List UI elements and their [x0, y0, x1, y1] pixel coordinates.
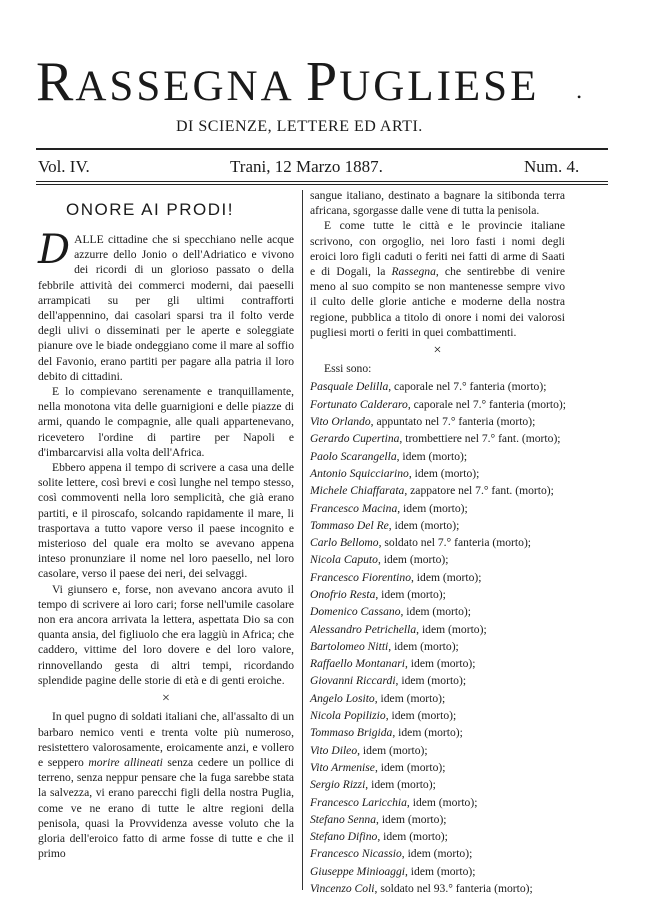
masthead-title	[36, 52, 596, 117]
soldier-entry	[310, 500, 565, 517]
soldier-entry	[310, 707, 565, 724]
paragraph-continued: sangue italiano, destinato a bagnare la sitibonda terra africana, sgorgasse dalle vene di tutta la penisola.	[310, 189, 565, 218]
soldier-name: Alessandro Petrichella	[310, 622, 417, 636]
soldier-entry	[310, 517, 565, 534]
soldier-entry	[310, 430, 565, 447]
soldier-entry	[310, 880, 565, 897]
paragraph-2: E lo compievano serenamente e tranquillamente, nella monotona vita delle guarnigioni e delle piazze di armi, quando le compagnie, alle quali appartenevano, ricevetero l'ordine di partire per Napoli e d'imbarcarvisi alla volta dell'Africa.	[38, 385, 294, 459]
soldier-detail: , idem (morto);	[397, 501, 468, 515]
soldier-name: Vito Orlando	[310, 415, 371, 429]
soldier-detail: , idem (morto);	[400, 605, 472, 619]
soldier-entry	[310, 638, 565, 655]
soldier-name: Vincenzo Coli	[310, 882, 375, 896]
soldier-entry	[310, 776, 565, 793]
soldier-entry	[310, 603, 565, 620]
paragraph-5: In quel pugno di soldati italiani che, all'assalto di un barbaro nemico venti e trenta volte più numeroso, resistettero valorosamente, eroicamente anzi, e vollero e seppero morire allineati senza cedere un pollice di terreno, senza neppur pensare che la fuga sarebbe stata la salvezza, vi erano parecchi figli della nostra Puglia, come ve ne erano di tutte le altre regioni della penisola, quasi la Provvidenza avesse voluto che la gloria dell'eroico fatto di arme fosse di tutte e che il primo	[38, 710, 295, 861]
soldier-list	[310, 378, 565, 897]
soldier-entry	[310, 465, 565, 482]
soldier-name: Gerardo Cupertina	[310, 432, 400, 446]
soldier-detail: , idem (morto);	[375, 588, 446, 601]
soldier-entry	[310, 672, 565, 689]
title-initial-r: R	[36, 51, 76, 113]
soldier-detail: , soldato nel 7.° fanteria (morto);	[378, 536, 532, 550]
soldier-detail: , idem (morto);	[388, 518, 460, 532]
drop-cap: D	[38, 227, 71, 273]
soldier-name: Onofrio Resta	[310, 588, 376, 601]
paragraph-3: Ebbero appena il tempo di scrivere a casa una delle solite lettere, così brevi e così lunghe nel tempo stesso, così commoventi nella loro semplicità, che già erano partiti, e il piroscafo, solcando rapidamente il mare, li trasportava a tutto vapore verso il paese incognito e misterioso del quale era molto se avevano appena inteso pronunziare il nome nel loro paesello, nel loro casolare, verso il paese dei neri, dei selvaggi.	[38, 461, 294, 581]
title-initial-p: P	[306, 51, 340, 113]
soldier-detail: , caporale nel 7.° fanteria (morto);	[388, 380, 547, 394]
issue-place-date: Trani, 12 Marzo 1887.	[230, 157, 383, 176]
soldier-detail: , idem (morto);	[392, 726, 463, 740]
soldier-name: Nicola Popilizio	[310, 709, 386, 723]
soldier-name: Sergio Rizzi	[310, 778, 366, 792]
soldier-name: Vito Armenise	[310, 760, 375, 774]
soldier-name: Nicola Caputo	[310, 553, 378, 567]
soldier-entry	[310, 413, 565, 430]
section-separator-2: ×	[433, 343, 442, 359]
soldier-name: Domenico Cassano	[310, 605, 401, 619]
paragraph-rassegna: E come tutte le città e le provincie italiane scrivono, con orgoglio, nei loro fasti i nomi degli eroici loro figli caduti o feriti nei fatti di arme di Saati e di Dogali, la Rassegna, che sentirebbe di venire meno al suo compito se non mantenesse sempre vivo il culto delle glorie antiche e moderne della nostra regione, pubblica a titolo di onore i nomi dei valorosi pugliesi morti o feriti in quei combattimenti.	[310, 219, 565, 339]
soldier-detail: , idem (morto);	[408, 466, 480, 480]
soldier-name: Stefano Senna	[310, 812, 377, 826]
soldier-detail: , idem (morto);	[357, 743, 428, 757]
soldier-entry	[310, 724, 565, 741]
soldier-name: Francesco Nicassio	[310, 847, 402, 861]
list-intro: Essi sono:	[324, 362, 372, 376]
article-heading: ONORE AI PRODI!	[66, 200, 234, 219]
soldier-entry	[310, 811, 565, 828]
column-divider	[302, 190, 303, 890]
soldier-name: Vito Dileo	[310, 743, 358, 757]
soldier-detail: , idem (morto);	[405, 864, 476, 878]
soldier-detail: , soldato nel 93.° fanteria (morto);	[374, 882, 533, 896]
soldier-name: Fortunato Calderaro	[310, 397, 408, 411]
soldier-detail: , idem (morto);	[406, 795, 478, 809]
soldier-name: Stefano Difino	[310, 830, 378, 844]
soldier-detail: , idem (morto);	[411, 570, 482, 584]
section-separator: ×	[162, 691, 170, 707]
soldier-entry	[310, 396, 565, 413]
soldier-detail: , idem (morto);	[416, 622, 487, 636]
soldier-detail: , idem (morto);	[385, 709, 457, 723]
soldier-name: Pasquale Delilla	[310, 380, 389, 394]
header-rule-bottom	[36, 181, 608, 182]
masthead-dot: •	[577, 90, 582, 104]
soldier-detail: , idem (morto);	[405, 657, 476, 671]
soldier-name: Raffaello Montanari	[310, 657, 405, 671]
soldier-name: Giovanni Riccardi	[310, 674, 396, 688]
soldier-name: Giuseppe Minioaggi	[310, 864, 405, 878]
soldier-name: Bartolomeo Nitti	[310, 639, 389, 653]
right-column	[310, 188, 565, 897]
soldier-entry	[310, 551, 565, 568]
title-word-pugliese: UGLIESE	[339, 63, 540, 110]
soldier-name: Michele Chiaffarata	[310, 484, 405, 498]
soldier-detail: , idem (morto);	[365, 778, 436, 792]
soldier-entry	[310, 655, 565, 672]
soldier-entry	[310, 845, 565, 862]
soldier-detail: , idem (morto);	[396, 449, 468, 463]
soldier-detail: , idem (morto);	[377, 553, 449, 567]
soldier-name: Francesco Laricchia	[310, 795, 407, 809]
soldier-entry	[310, 621, 565, 638]
soldier-name: Francesco Fiorentino	[310, 570, 411, 584]
issue-volume: Vol. IV.	[38, 157, 90, 176]
soldier-detail: , idem (morto);	[395, 674, 467, 688]
left-column	[38, 227, 295, 861]
soldier-entry	[310, 482, 565, 499]
soldier-entry	[310, 448, 565, 465]
soldier-detail: , trombettiere nel 7.° fant. (morto);	[399, 432, 561, 446]
soldier-name: Paolo Scarangella	[310, 449, 397, 463]
soldier-detail: , idem (morto);	[401, 847, 473, 861]
soldier-name: Tommaso Brigida	[310, 726, 393, 740]
soldier-detail: , idem (morto);	[374, 691, 446, 705]
title-word-rassegna: ASSEGNA	[75, 63, 307, 110]
soldier-entry	[310, 690, 565, 707]
soldier-detail: , appuntato nel 7.° fanteria (morto);	[370, 415, 536, 429]
soldier-name: Angelo Losito	[310, 691, 375, 705]
soldier-entry	[310, 586, 565, 603]
soldier-entry	[310, 863, 565, 880]
soldier-entry	[310, 569, 565, 586]
soldier-detail: , zappatore nel 7.° fant. (morto);	[404, 484, 554, 498]
header-rule-bottom-2	[36, 184, 608, 185]
soldier-entry	[310, 742, 565, 759]
soldier-name: Tommaso Del Re	[310, 518, 389, 532]
soldier-entry	[310, 828, 565, 845]
header-rule-top	[36, 148, 608, 150]
masthead-subtitle: DI SCIENZE, LETTERE ED ARTI.	[176, 118, 423, 135]
soldier-name: Antonio Squicciarino	[310, 466, 409, 480]
soldier-detail: , caporale nel 7.° fanteria (morto);	[407, 397, 566, 411]
soldier-name: Francesco Macina	[310, 501, 398, 515]
soldier-entry	[310, 378, 565, 395]
soldier-entry	[310, 759, 565, 776]
soldier-entry	[310, 794, 565, 811]
paragraph-4: Vi giunsero e, forse, non avevano ancora avuto il tempo di scrivere ai loro cari; forse nell'umile casolare non era ancora arrivata la lettera, aspettata Dio sa con quanta ansia, del figliuolo che era laggiù in Africa; che caddero, vittime del loro dovere e del loro valore, rinnovellando gesta di altri tempi, ricordando splendide pagine delle storie di età e di genti eroiche.	[38, 582, 294, 687]
paragraph-1: DALLE cittadine che si specchiano nelle acque azzurre dello Jonio o dell'Adriatico e vivono dei ricordi di un glorioso passato o della febbrile attività dei commerci moderni, dai paeselli arrampicati su per gli ultimi contrafforti dell'appennino, dai casolari sparsi tra il folto verde degli ulivi o disseminati per le aperte e soleggiate pianure ove le biade ondeggiano come il mare al soffio del Favonio, erano partiti per pagare alla patria il loro debito di cittadini.	[38, 227, 294, 383]
soldier-detail: , idem (morto);	[388, 639, 459, 653]
soldier-entry	[310, 534, 565, 551]
soldier-name: Carlo Bellomo	[310, 536, 379, 550]
soldier-detail: , idem (morto);	[377, 830, 448, 844]
soldier-detail: , idem (morto);	[374, 760, 446, 774]
soldier-detail: , idem (morto);	[376, 812, 447, 826]
issue-number: Num. 4.	[524, 157, 580, 176]
